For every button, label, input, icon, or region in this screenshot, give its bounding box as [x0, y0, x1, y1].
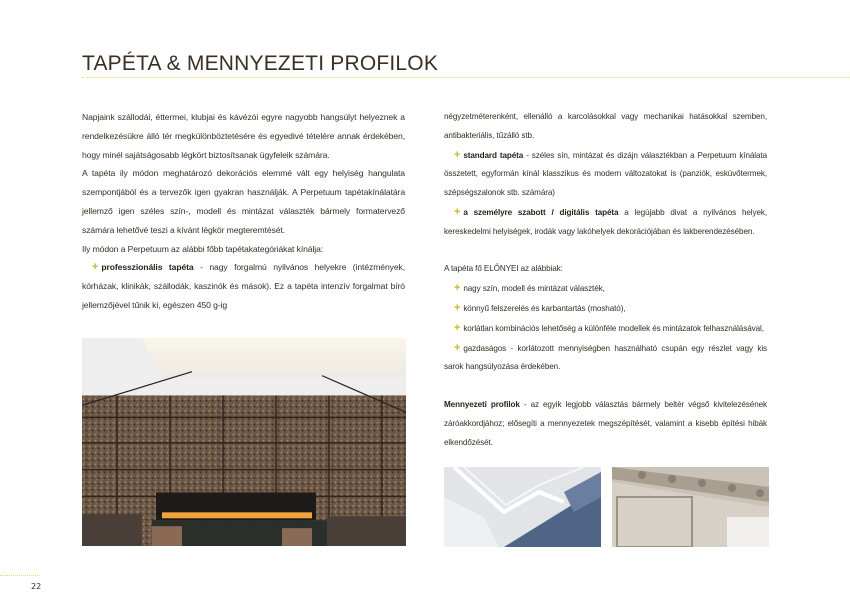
category-professional [82, 258, 405, 314]
plus-bullet-icon: + [92, 261, 99, 274]
category-custom-title: a személyre szabott / digitális tapéta [463, 207, 619, 217]
advantage-item [444, 319, 767, 339]
advantage-item [444, 279, 767, 299]
fireplace-wallpaper-photo [82, 338, 406, 546]
ceiling-profiles-text: - az egyik legjobb választás bármely beltér végső kivitelezésének záróakkordjához; elősegíti a mennyezetek megszépítését, valamint a kisebb építési hibák elkendőzését. [444, 399, 767, 447]
ceiling-profiles-title: Mennyezeti profilok [444, 399, 520, 409]
right-column [444, 108, 767, 452]
plus-bullet-icon: + [454, 321, 461, 334]
advantage-text: nagy szín, modell és mintázat választék, [463, 284, 605, 294]
intro-paragraph: Napjaink szállodái, éttermei, klubjai és kávézói egyre nagyobb hangsúlyt helyeznek a rendelkezésükre álló tér megkülönböztetésére és egyedivé tételére annak érdekében, hogy minél sajátságosabb légkört biztosítsanak ügyfeleik számára. [82, 112, 405, 160]
plus-bullet-icon: + [454, 301, 461, 314]
footer-divider [0, 575, 40, 576]
category-custom [444, 203, 767, 242]
advantage-item [444, 339, 767, 378]
plus-bullet-icon: + [454, 341, 461, 354]
category-standard-title: standard tapéta [463, 150, 524, 160]
category-custom-text: a legújabb divat a nyilvános helyek, kereskedelmi helyiségek, irodák vagy lakóhelyek dekorációjában és lakberendezésében. [444, 207, 767, 236]
category-professional-title: professzionális tapéta [101, 262, 194, 273]
categories-intro: Ily módon a Perpetuum az alábbi főbb tapétakategóriákat kínálja: [82, 243, 324, 254]
ceiling-profiles-paragraph [444, 396, 767, 452]
advantage-item [444, 299, 767, 319]
advantage-text: gazdaságos - korlátozott mennyiségben használható csupán egy részlet vagy kis sarok hangsúlyozása érdekében. [444, 343, 767, 372]
ceiling-molding-photo [444, 467, 601, 547]
cornice-photo [612, 467, 769, 547]
category-professional-continued: négyzetméterenként, ellenálló a karcolásokkal vagy mechanikai hatásokkal szemben, antibakteriális, tűzálló stb. [444, 112, 767, 140]
plus-bullet-icon: + [454, 205, 461, 218]
category-professional-text: - nagy forgalmú nyilvános helyekre (intézmények, kórházak, klinikák, szállodák, kaszinók és mások). Ez a tapéta intenzív forgalmat bíró jellemzőjével tűnik ki, egészen 450 g-ig [82, 262, 405, 310]
wallpaper-paragraph: A tapéta ily módon meghatározó dekorációs elemmé vált egy helyiség hangulata szempontjából és a tervezők igen gyakran használják. A Perpetuum tapétakínálatára jellemző igen széles szín-, modell és mintázat választék bármely formatervező számára lehetővé teszi a kívánt légkör megteremtését. [82, 168, 405, 235]
category-standard [444, 146, 767, 203]
left-column [82, 108, 405, 315]
page-number: 22 [31, 582, 42, 591]
page-title: TAPÉTA & MENNYEZETI PROFILOK [82, 52, 439, 75]
title-divider [82, 77, 850, 78]
advantage-text: korlátlan kombinációs lehetőség a különféle modellek és mintázatok felhasználásával, [463, 323, 764, 333]
plus-bullet-icon: + [454, 148, 461, 161]
advantages-heading: A tapéta fő ELŐNYEI az alábbiak: [444, 264, 563, 274]
category-standard-text: - széles sín, mintázat és dizájn választékban a Perpetuum kínálata összetett, egyformán kínál klasszikus és modern változatokat is (panziók, esküvőtermek, szépségszalonok stb. számára) [444, 150, 767, 198]
plus-bullet-icon: + [454, 282, 461, 295]
advantage-text: könnyű felszerelés és karbantartás (mosható), [463, 303, 626, 313]
